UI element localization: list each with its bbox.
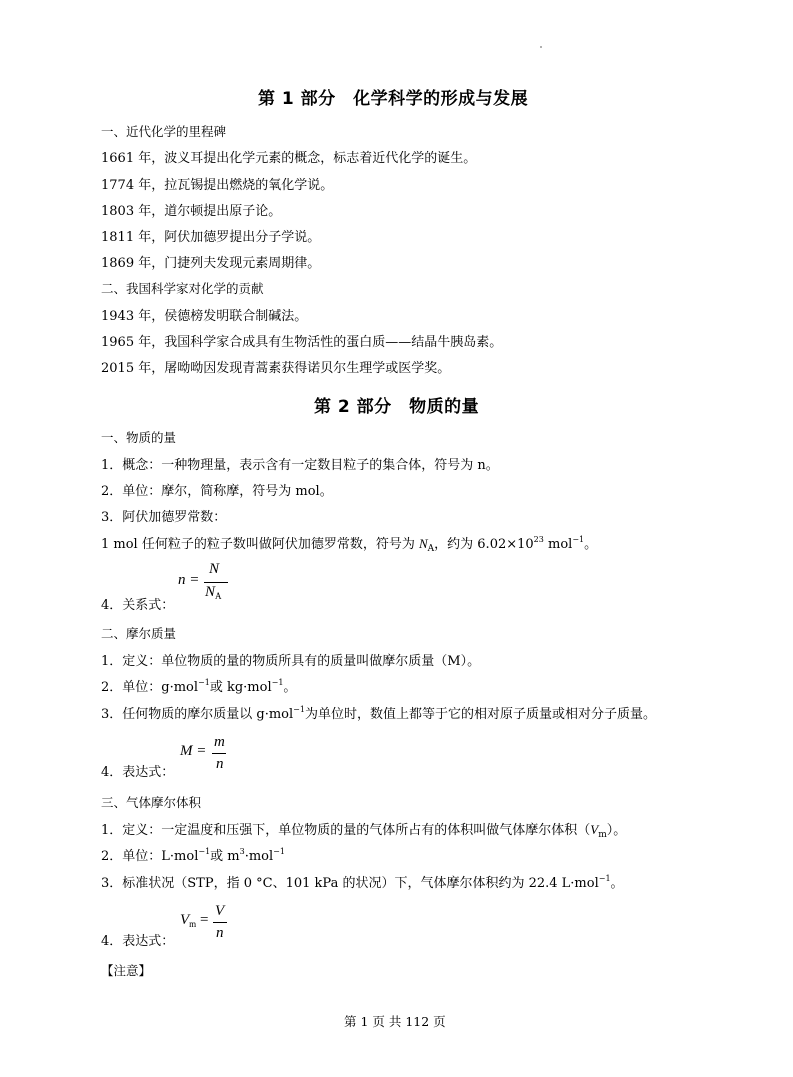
note-label: 【注意】 xyxy=(101,963,152,978)
formula-denominator-n: n xyxy=(216,925,224,941)
part2-title: 第 2 部分 物质的量 xyxy=(314,397,480,417)
milestone-1803: 1803 年，道尔顿提出原子论。 xyxy=(101,204,282,219)
amount-concept: 1．概念：一种物理量，表示含有一定数目粒子的集合体，符号为 n。 xyxy=(101,458,499,473)
contribution-1965: 1965 年，我国科学家合成具有生物活性的蛋白质——结晶牛胰岛素。 xyxy=(101,335,503,350)
milestone-1661: 1661 年，波义耳提出化学元素的概念，标志着近代化学的诞生。 xyxy=(101,151,477,166)
molar-volume-definition: 1．定义：一定温度和压强下，单位物质的量的气体所占有的体积叫做气体摩尔体积$(V_m)$。 xyxy=(101,822,627,840)
part1-section2-heading: 二、我国科学家对化学的贡献 xyxy=(101,281,264,296)
relation-label: 4．关系式： xyxy=(101,598,175,613)
formula-lhs-M: M = xyxy=(180,743,207,759)
molar-volume-stp: 3．标准状况（STP，指 0 °C、101 kPa 的状况）下，气体摩尔体积约为 22.4 L·mol$^{-1}$。 xyxy=(101,874,624,891)
formula-denominator-NA: $N_A$ xyxy=(205,584,222,601)
amount-heading: 一、物质的量 xyxy=(101,430,177,445)
molar-volume-heading: 三、气体摩尔体积 xyxy=(101,795,202,810)
avogadro-symbol: N xyxy=(418,536,428,551)
amount-unit: 2．单位：摩尔，简称摩，符号为 mol。 xyxy=(101,484,333,499)
part1-section1-heading: 一、近代化学的里程碑 xyxy=(101,124,227,139)
contribution-1943: 1943 年，侯德榜发明联合制碱法。 xyxy=(101,309,308,324)
part1-title: 第 1 部分 化学科学的形成与发展 xyxy=(258,89,529,109)
molar-mass-rule: 3．任何物质的摩尔质量以 g·mol$^{-1}$为单位时，数值上都等于它的相对原子质量或相对分子质量。 xyxy=(101,705,656,722)
formula-numerator-N: N xyxy=(209,561,220,577)
milestone-1811: 1811 年，阿伏加德罗提出分子学说。 xyxy=(101,230,321,245)
fraction-bar xyxy=(213,922,227,923)
milestone-1869: 1869 年，门捷列夫发现元素周期律。 xyxy=(101,256,321,271)
fraction-bar xyxy=(212,753,226,754)
molar-volume-unit: 2．单位：L·mol$^{-1}$或 $m^3\cdot mol^{-1}$ xyxy=(101,847,285,864)
scan-speck xyxy=(540,46,542,48)
contribution-2015: 2015 年，屠呦呦因发现青蒿素获得诺贝尔生理学或医学奖。 xyxy=(101,361,451,376)
formula-numerator-m: m xyxy=(214,734,225,750)
formula-numerator-V: V xyxy=(215,903,225,919)
milestone-1774: 1774 年，拉瓦锡提出燃烧的氧化学说。 xyxy=(101,178,334,193)
page-footer: 第 1 页 共 112 页 xyxy=(344,1014,446,1029)
molar-mass-definition: 1．定义：单位物质的量的物质所具有的质量叫做摩尔质量（M）。 xyxy=(101,654,481,669)
expression-label: 4．表达式： xyxy=(101,934,175,949)
expression-label: 4．表达式： xyxy=(101,765,175,780)
formula-lhs-Vm: $V_m$ = xyxy=(180,912,209,929)
avogadro-definition: 1 mol 任何粒子的粒子数叫做阿伏加德罗常数，符号为 $N_A$，约为 $6.02\times 10^{23}$ mol$^{-1}$。 xyxy=(101,535,598,554)
formula-lhs-n: n = xyxy=(178,572,200,588)
molar-mass-heading: 二、摩尔质量 xyxy=(101,626,177,641)
molar-mass-unit: 2．单位：g·mol$^{-1}$或 kg·mol$^{-1}$。 xyxy=(101,678,297,695)
formula-denominator-n: n xyxy=(216,756,224,772)
avogadro-heading: 3．阿伏加德罗常数： xyxy=(101,510,227,525)
fraction-bar xyxy=(204,582,228,583)
